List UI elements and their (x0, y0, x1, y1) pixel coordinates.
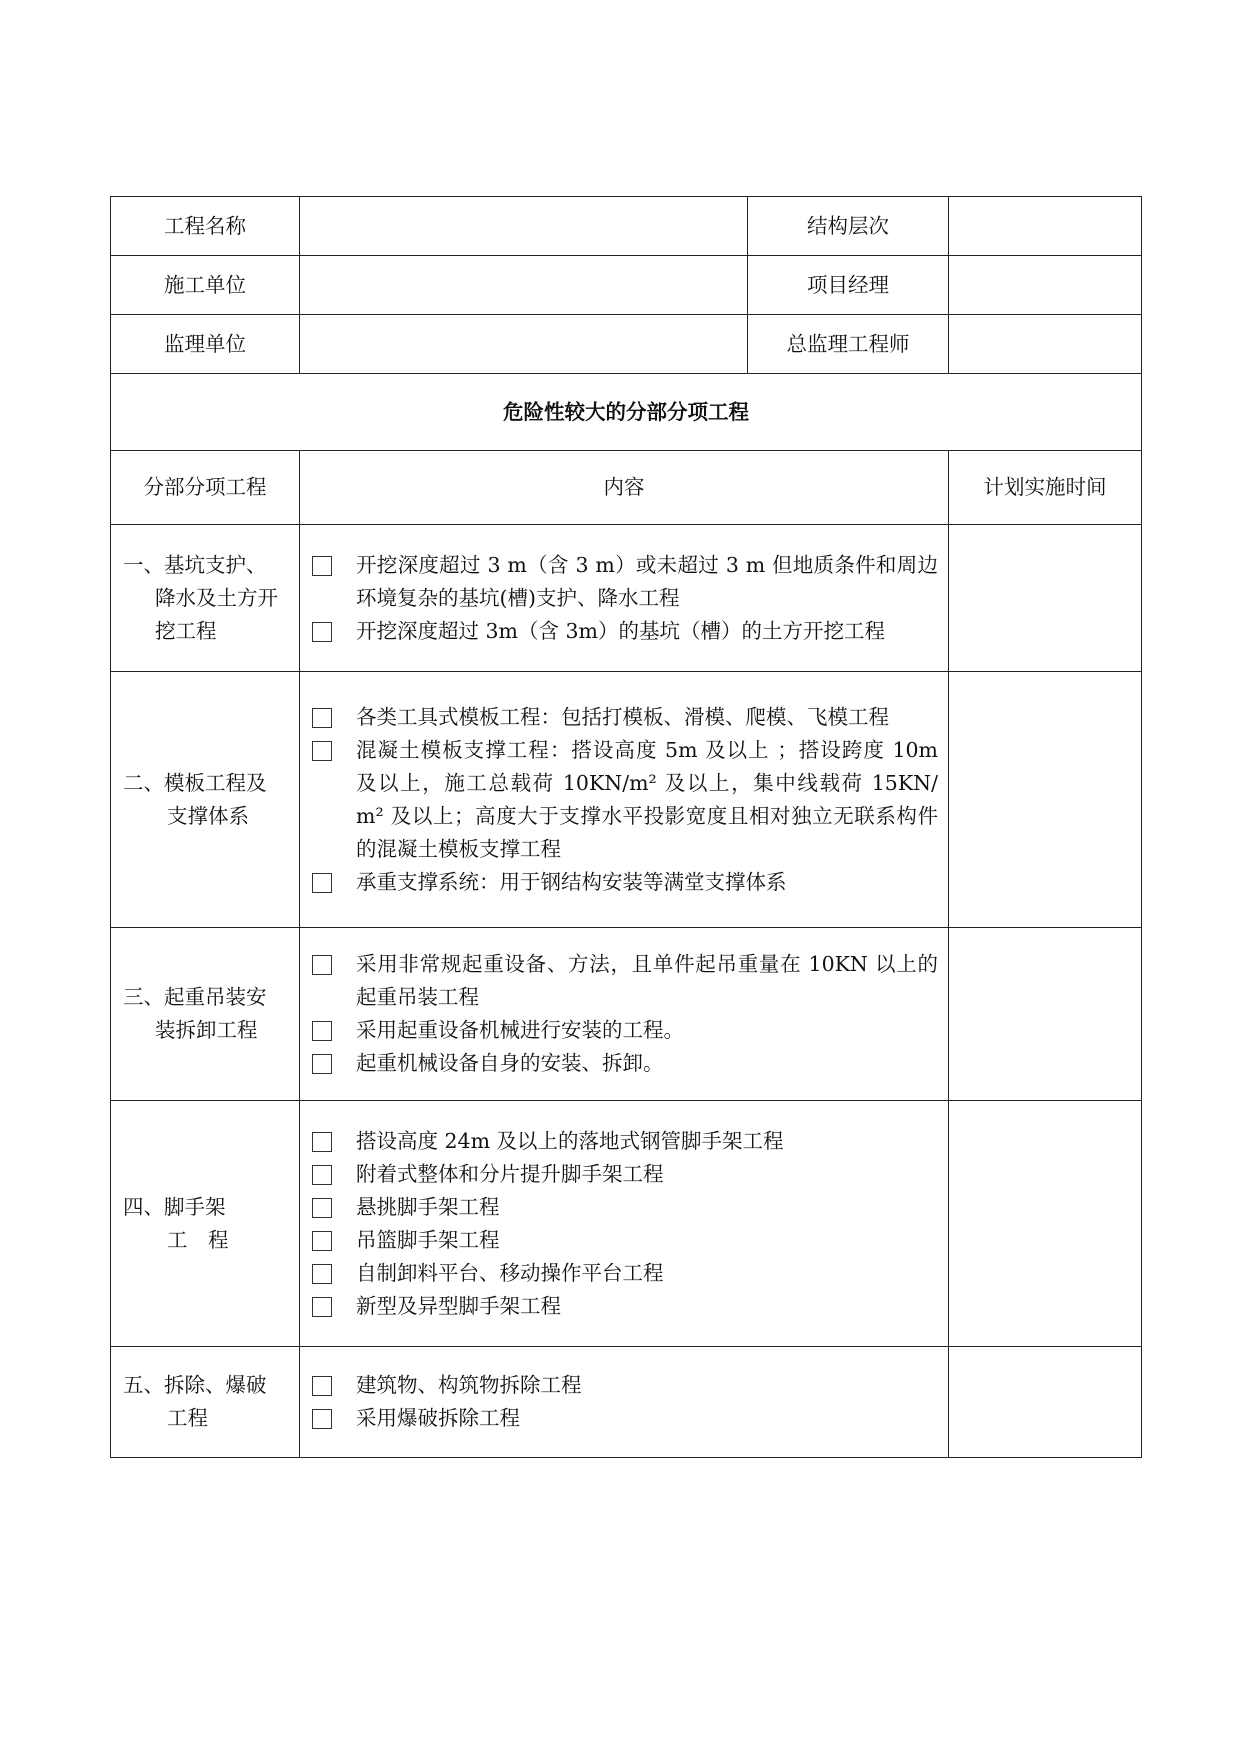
checklist-item (312, 701, 938, 734)
checklist-item-text: 采用爆破拆除工程 (356, 1406, 520, 1430)
checklist-item-text: 悬挑脚手架工程 (356, 1194, 500, 1219)
checklist-item-text: 承重支撑系统：用于钢结构安装等满堂支撑体系 (356, 869, 787, 894)
category-cell (111, 525, 300, 672)
checklist-item (312, 1257, 938, 1290)
checkbox[interactable] (312, 708, 332, 728)
checklist-item (312, 948, 938, 1014)
construction-unit-field[interactable] (300, 256, 748, 315)
checklist-item (312, 549, 938, 615)
project-manager-field[interactable] (949, 256, 1142, 315)
category-label-line: 装拆卸工程 (155, 1018, 258, 1042)
content-cell (300, 1101, 949, 1347)
category-label-line: 支撑体系 (167, 803, 249, 828)
hazard-project-form (110, 196, 1142, 1458)
category-cell (111, 928, 300, 1101)
project-manager-label: 项目经理 (748, 256, 949, 315)
checklist-item-text: 新型及异型脚手架工程 (356, 1293, 561, 1318)
checkbox[interactable] (312, 1231, 332, 1251)
chief-supervisor-label: 总监理工程师 (748, 315, 949, 374)
supervision-unit-field[interactable] (300, 315, 748, 374)
checklist-item (312, 1014, 938, 1047)
checklist-item (312, 1158, 938, 1191)
checklist-item-text: 采用非常规起重设备、方法，且单件起吊重量在 10KN 以上的起重吊装工程 (356, 952, 938, 1009)
content-cell (300, 525, 949, 672)
plan-time-field[interactable] (949, 928, 1142, 1101)
plan-time-field[interactable] (949, 672, 1142, 928)
category-label-line: 工程 (167, 1406, 208, 1430)
checklist-item-text: 自制卸料平台、移动操作平台工程 (356, 1260, 664, 1285)
checkbox[interactable] (312, 1198, 332, 1218)
checklist-item-text: 附着式整体和分片提升脚手架工程 (356, 1161, 664, 1186)
checklist-item-text: 开挖深度超过 3 m（含 3 m）或未超过 3 m 但地质条件和周边环境复杂的基坑(槽)支护、降水工程 (356, 552, 938, 610)
checklist-item (312, 1191, 938, 1224)
checklist-item-text: 混凝土模板支撑工程：搭设高度 5m 及以上 ；搭设跨度 10m 及以上，施工总载荷 10KN/m² 及以上，集中线载荷 15KN/ m² 及以上；高度大于支撑水平投影宽度且相对独立无联系构件的混凝土模板支撑工程 (356, 737, 938, 861)
category-label-line: 四、脚手架 (123, 1194, 226, 1219)
checkbox[interactable] (312, 556, 332, 576)
checklist-item (312, 1290, 938, 1323)
section-title: 危险性较大的分部分项工程 (111, 374, 1142, 451)
category-label-line: 一、基坑支护、 (123, 552, 267, 577)
project-name-field[interactable] (300, 197, 748, 256)
checkbox[interactable] (312, 741, 332, 761)
checkbox[interactable] (312, 1165, 332, 1185)
column-header-content: 内容 (300, 451, 949, 525)
checkbox[interactable] (312, 1132, 332, 1152)
checklist-item (312, 1125, 938, 1158)
checklist-item (312, 866, 938, 899)
checklist-item-text: 吊篮脚手架工程 (356, 1227, 500, 1252)
checklist-item (312, 1224, 938, 1257)
category-cell (111, 1101, 300, 1347)
checkbox[interactable] (312, 1264, 332, 1284)
checkbox[interactable] (312, 873, 332, 893)
category-cell (111, 672, 300, 928)
category-label-line: 三、起重吊装安 (123, 985, 267, 1009)
column-header-plan-time: 计划实施时间 (949, 451, 1142, 525)
checklist-item (312, 1402, 938, 1435)
plan-time-field[interactable] (949, 1347, 1142, 1458)
checklist-item-text: 建筑物、构筑物拆除工程 (356, 1373, 582, 1397)
checkbox[interactable] (312, 622, 332, 642)
column-header-category: 分部分项工程 (111, 451, 300, 525)
checklist-item (312, 615, 938, 648)
category-label-line: 挖工程 (155, 618, 217, 643)
checkbox[interactable] (312, 955, 332, 975)
checklist-item-text: 采用起重设备机械进行安装的工程。 (356, 1018, 684, 1042)
content-cell (300, 672, 949, 928)
category-label-line: 五、拆除、爆破 (123, 1373, 267, 1397)
checkbox[interactable] (312, 1376, 332, 1396)
checklist-item (312, 734, 938, 866)
checklist-item (312, 1369, 938, 1402)
structure-level-label: 结构层次 (748, 197, 949, 256)
checkbox[interactable] (312, 1297, 332, 1317)
checklist-item-text: 搭设高度 24m 及以上的落地式钢管脚手架工程 (356, 1128, 784, 1153)
category-label-line: 二、模板工程及 (123, 770, 267, 795)
supervision-unit-label: 监理单位 (111, 315, 300, 374)
checkbox[interactable] (312, 1021, 332, 1041)
checkbox[interactable] (312, 1409, 332, 1429)
structure-level-field[interactable] (949, 197, 1142, 256)
content-cell (300, 1347, 949, 1458)
category-label-line: 降水及土方开 (155, 585, 278, 610)
content-cell (300, 928, 949, 1101)
chief-supervisor-field[interactable] (949, 315, 1142, 374)
checkbox[interactable] (312, 1054, 332, 1074)
checklist-item-text: 各类工具式模板工程：包括打模板、滑模、爬模、飞模工程 (356, 704, 889, 729)
plan-time-field[interactable] (949, 525, 1142, 672)
checklist-item-text: 起重机械设备自身的安装、拆卸。 (356, 1051, 664, 1075)
category-label-line: 工 程 (167, 1227, 229, 1252)
construction-unit-label: 施工单位 (111, 256, 300, 315)
category-cell (111, 1347, 300, 1458)
project-name-label: 工程名称 (111, 197, 300, 256)
plan-time-field[interactable] (949, 1101, 1142, 1347)
checklist-item (312, 1047, 938, 1080)
checklist-item-text: 开挖深度超过 3m（含 3m）的基坑（槽）的土方开挖工程 (356, 618, 885, 643)
